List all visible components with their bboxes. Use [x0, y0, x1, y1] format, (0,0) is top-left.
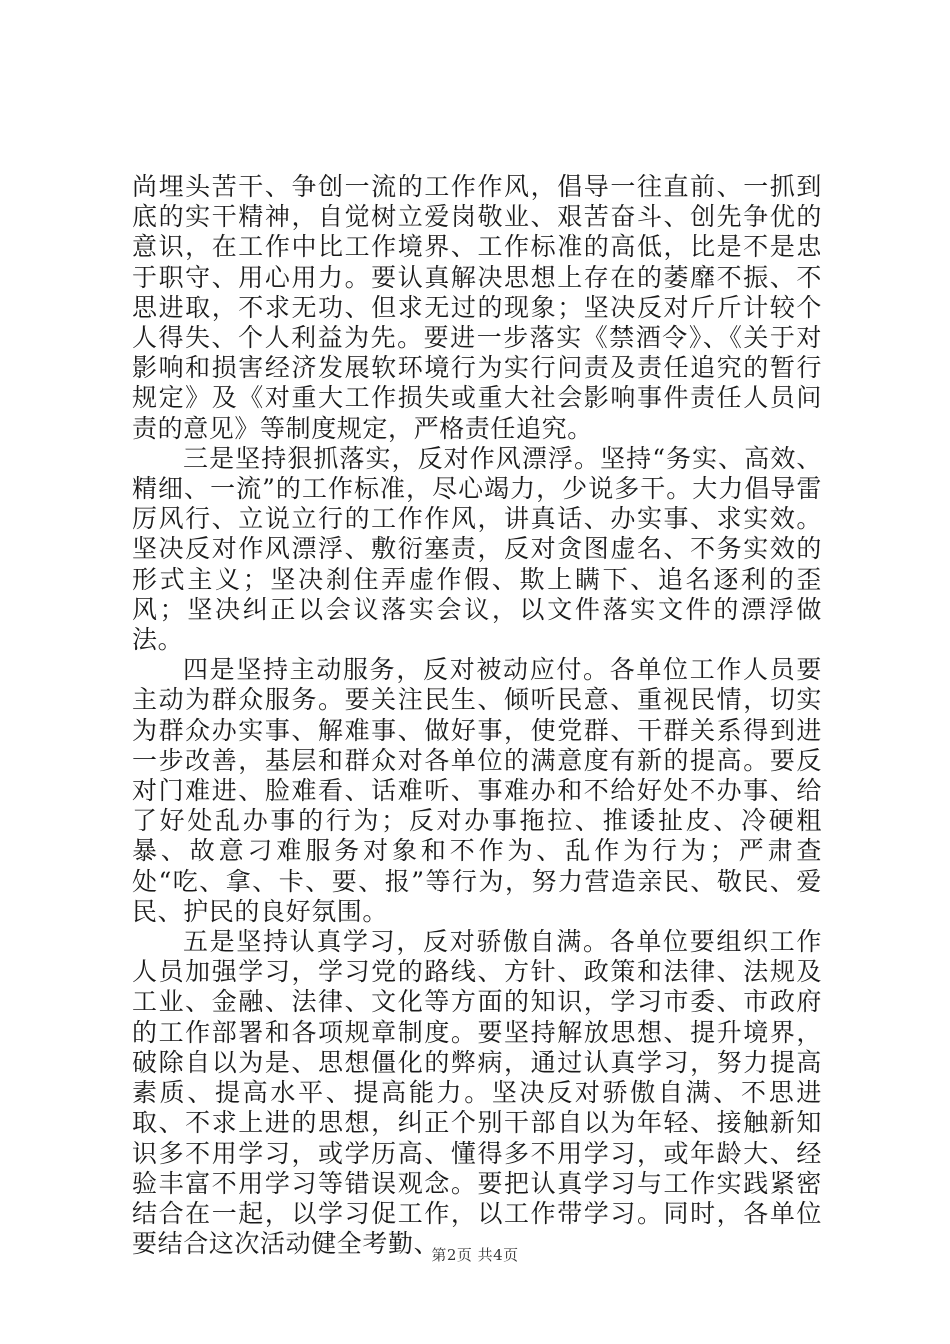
paragraph-point-five: 五是坚持认真学习，反对骄傲自满。各单位要组织工作人员加强学习，学习党的路线、方针、政策和法律、法规及工业、金融、法律、文化等方面的知识，学习市委、市政府的工作部署和各项规章制度。要坚持解放思想、提升境界，破除自以为是、思想僵化的弊病，通过认真学习，努力提高素质、提高水平、提高能力。坚决反对骄傲自满、不思进取、不求上进的思想，纠正个别干部自以为年轻、接触新知识多不用学习，或学历高、懂得多不用学习，或年龄大、经验丰富不用学习等错误观念。要把认真学习与工作实践紧密结合在一起，以学习促工作，以工作带学习。同时，各单位要结合这次活动健全考勤、	[132, 927, 822, 1259]
paragraph-point-three: 三是坚持狠抓落实，反对作风漂浮。坚持“务实、高效、精细、一流”的工作标准，尽心竭力，少说多干。大力倡导雷厉风行、立说立行的工作作风，讲真话、办实事、求实效。坚决反对作风漂浮、敷衍塞责，反对贪图虚名、不务实效的形式主义；坚决刹住弄虚作假、欺上瞒下、追名逐利的歪风；坚决纠正以会议落实会议，以文件落实文件的漂浮做法。	[132, 443, 822, 655]
page-number-footer: 第2页 共4页	[431, 1246, 519, 1264]
paragraph-point-four: 四是坚持主动服务，反对被动应付。各单位工作人员要主动为群众服务。要关注民生、倾听民意、重视民情，切实为群众办实事、解难事、做好事，使党群、干群关系得到进一步改善，基层和群众对各单位的满意度有新的提高。要反对门难进、脸难看、话难听、事难办和不给好处不办事、给了好处乱办事的行为；反对办事拖拉、推诿扯皮、冷硬粗暴、故意刁难服务对象和不作为、乱作为行为；严肃查处“吃、拿、卡、要、报”等行为，努力营造亲民、敬民、爱民、护民的良好氛围。	[132, 655, 822, 926]
paragraph-continuation: 尚埋头苦干、争创一流的工作作风，倡导一往直前、一抓到底的实干精神，自觉树立爱岗敬业、艰苦奋斗、创先争优的意识，在工作中比工作境界、工作标准的高低，比是不是忠于职守、用心用力。要认真解决思想上存在的萎靡不振、不思进取，不求无功、但求无过的现象；坚决反对斤斤计较个人得失、个人利益为先。要进一步落实《禁酒令》、《关于对影响和损害经济发展软环境行为实行问责及责任追究的暂行规定》及《对重大工作损失或重大社会影响事件责任人员问责的意见》等制度规定，严格责任追究。	[132, 172, 822, 443]
document-body	[132, 172, 822, 1259]
